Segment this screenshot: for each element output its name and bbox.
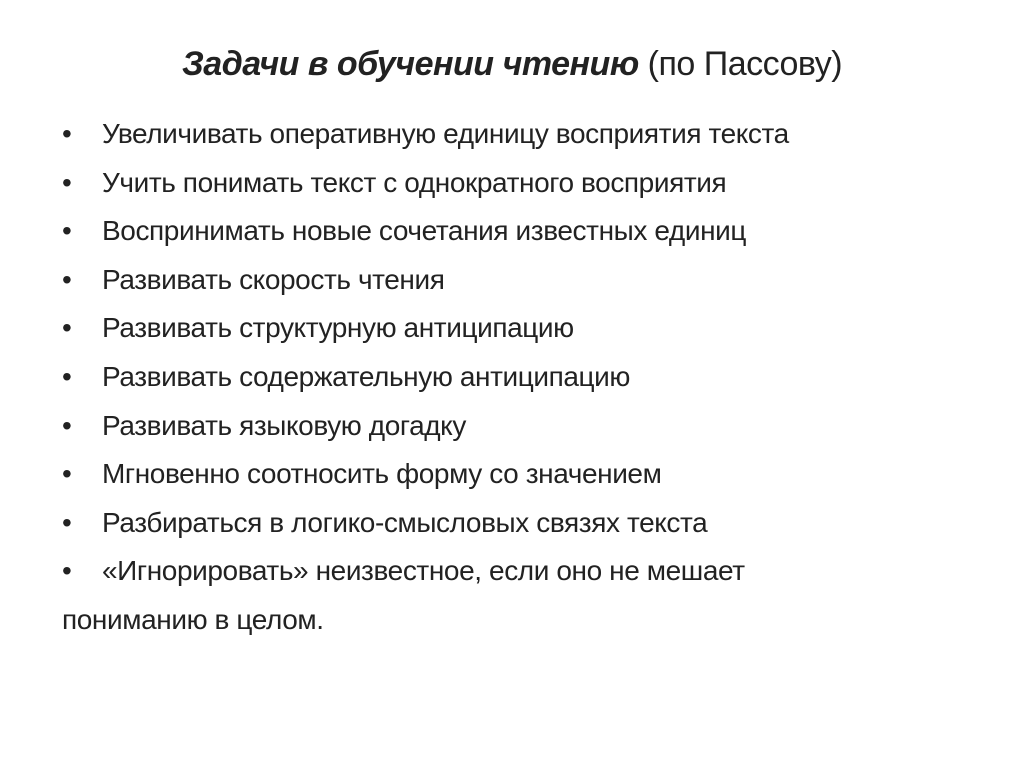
- bullet-icon: •: [62, 555, 72, 587]
- bullet-text: Учить понимать текст с однократного восприятия: [102, 166, 727, 198]
- bullet-text: Развивать содержательную антиципацию: [102, 360, 631, 392]
- bullet-item: [62, 256, 1002, 305]
- bullet-text: Увеличивать оперативную единицу восприятия текста: [102, 118, 789, 149]
- bullet-item: [62, 353, 1002, 402]
- bullet-icon: •: [62, 215, 72, 247]
- bullet-icon: •: [62, 360, 72, 392]
- bullet-text-continuation: пониманию в целом.: [62, 603, 324, 635]
- bullet-text: Мгновенно соотносить форму со значением: [102, 458, 662, 490]
- bullet-item: [62, 159, 1002, 208]
- bullet-text: Развивать структурную антиципацию: [102, 312, 574, 344]
- bullet-list: [62, 110, 1002, 645]
- bullet-text: Развивать скорость чтения: [102, 263, 445, 295]
- bullet-text: Разбираться в логико-смысловых связях текста: [102, 506, 708, 538]
- bullet-item: [62, 207, 1002, 256]
- slide-title-rest: (по Пассову): [638, 45, 843, 83]
- bullet-icon: •: [62, 506, 72, 538]
- bullet-item: [62, 402, 1002, 451]
- bullet-text: Воспринимать новые сочетания известных единиц: [102, 215, 747, 247]
- bullet-text: «Игнорировать» неизвестное, если оно не мешает: [102, 555, 745, 587]
- bullet-icon: •: [62, 166, 72, 198]
- bullet-item: [62, 304, 1002, 353]
- bullet-item: [62, 547, 1002, 644]
- bullet-icon: •: [62, 409, 72, 441]
- bullet-item: [62, 450, 1002, 499]
- bullet-text: Развивать языковую догадку: [102, 409, 466, 441]
- bullet-icon: •: [62, 312, 72, 344]
- bullet-item: [62, 499, 1002, 548]
- bullet-icon: •: [62, 458, 72, 490]
- slide-title: [0, 38, 1024, 90]
- bullet-icon: •: [62, 118, 72, 149]
- slide-title-emphasis: Задачи в обучении чтению: [181, 45, 639, 83]
- bullet-item: [62, 110, 1002, 159]
- bullet-icon: •: [62, 263, 72, 295]
